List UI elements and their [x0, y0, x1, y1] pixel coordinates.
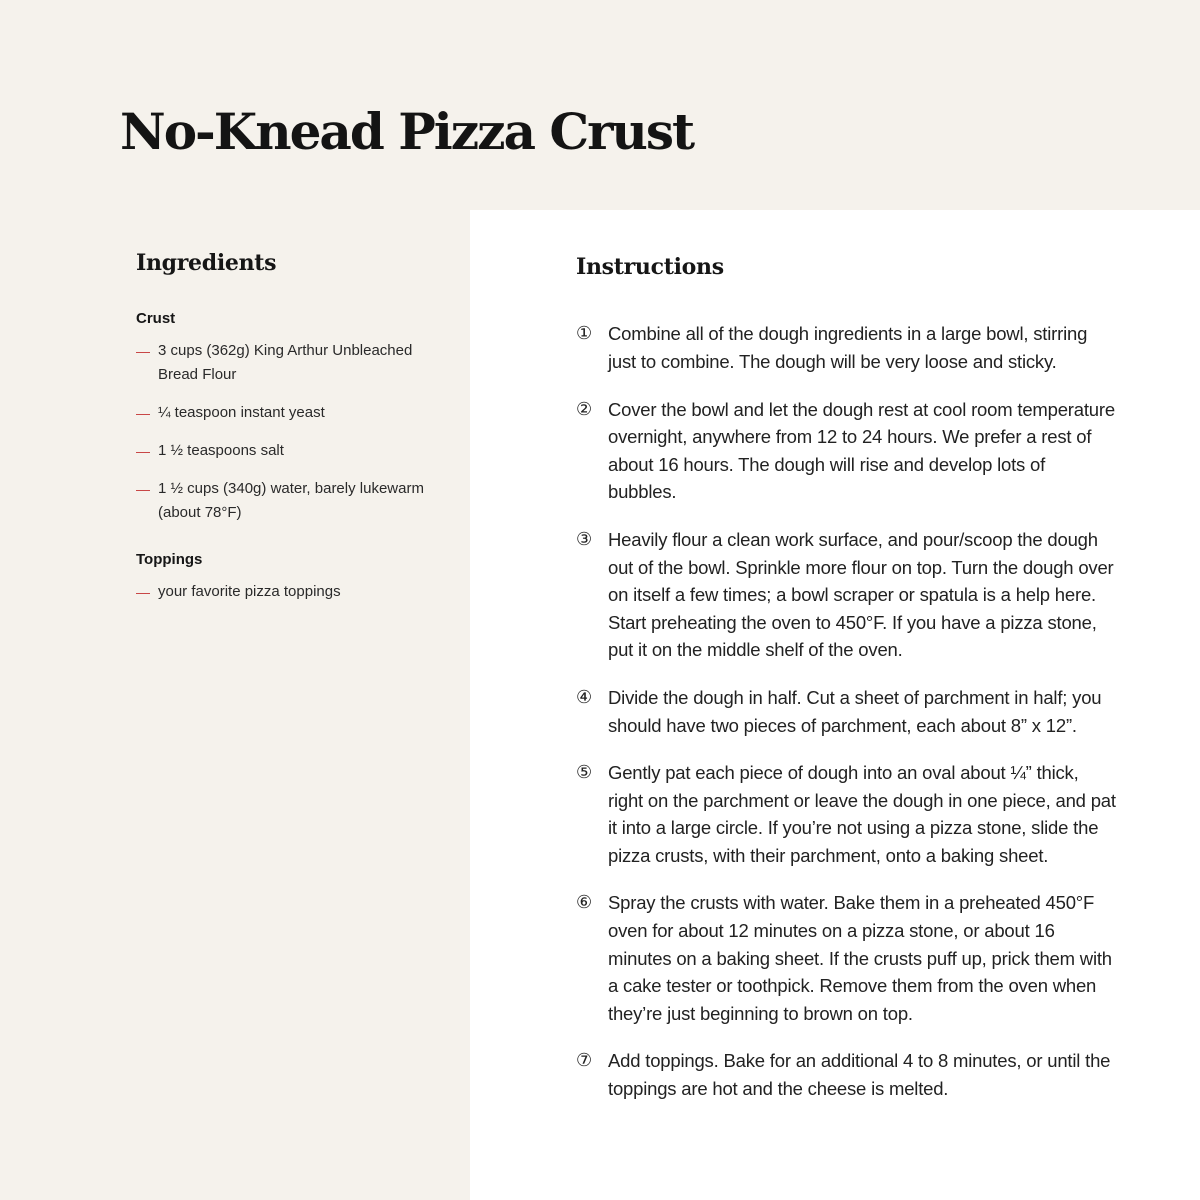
instruction-step — [576, 320, 1116, 375]
recipe-title: No-Knead Pizza Crust — [120, 102, 694, 161]
instructions-section — [576, 254, 1116, 1123]
step-number: ⑦ — [576, 1050, 592, 1072]
bullet-dash: — — [136, 481, 150, 498]
ingredient-item — [136, 401, 436, 425]
ingredient-item — [136, 580, 436, 604]
ingredient-item — [136, 339, 436, 387]
step-text: Heavily flour a clean work surface, and pour/scoop the dough out of the bowl. Sprinkle more flour on top. Turn the dough over on itself a few times; a bowl scraper or spatula is a help here. Start preheating the oven to 450°F. If you have a pizza stone, put it on the middle shelf of the oven. — [608, 528, 1114, 661]
instruction-steps — [576, 320, 1116, 1102]
step-text: Spray the crusts with water. Bake them in a preheated 450°F oven for about 12 minutes on a pizza stone, or about 16 minutes on a baking sheet. If the crusts puff up, prick them with a cake tester or toothpick. Remove them from the oven when they’re just beginning to brown on top. — [608, 892, 1112, 1024]
ingredient-list-crust — [136, 339, 436, 525]
instruction-step — [576, 759, 1116, 869]
instruction-step — [576, 396, 1116, 506]
step-number: ③ — [576, 528, 592, 550]
step-text: Cover the bowl and let the dough rest at cool room temperature overnight, anywhere from 12 to 24 hours. We prefer a rest of about 16 hours. The dough will rise and develop lots of bubbles. — [608, 398, 1115, 503]
instruction-step — [576, 889, 1116, 1027]
step-number: ② — [576, 398, 592, 420]
step-number: ⑥ — [576, 892, 592, 914]
instructions-heading: Instructions — [576, 254, 724, 280]
ingredient-group-title-crust: Crust — [136, 310, 176, 328]
step-number: ⑤ — [576, 762, 592, 784]
step-text: Combine all of the dough ingredients in a large bowl, stirring just to combine. The dough will be very loose and sticky. — [608, 323, 1088, 372]
ingredient-text: your favorite pizza toppings — [158, 583, 341, 601]
ingredient-text: 1 ½ cups (340g) water, barely lukewarm (about 78°F) — [158, 480, 424, 522]
step-number: ① — [576, 323, 592, 345]
step-number: ④ — [576, 686, 592, 708]
instruction-step — [576, 526, 1116, 664]
ingredient-item — [136, 477, 436, 525]
bullet-dash: — — [136, 584, 150, 601]
step-text: Add toppings. Bake for an additional 4 to 8 minutes, or until the toppings are hot and the cheese is melted. — [608, 1050, 1111, 1100]
ingredient-text: 1 ½ teaspoons salt — [158, 442, 284, 460]
bullet-dash: — — [136, 343, 150, 360]
bullet-dash: — — [136, 443, 150, 460]
ingredient-group-title-toppings: Toppings — [136, 551, 203, 569]
ingredients-heading: Ingredients — [136, 250, 277, 276]
ingredient-item — [136, 439, 436, 463]
ingredient-text: ¼ teaspoon instant yeast — [158, 404, 325, 422]
ingredients-section — [136, 250, 436, 618]
ingredient-list-toppings — [136, 580, 436, 604]
step-text: Divide the dough in half. Cut a sheet of parchment in half; you should have two pieces of parchment, each about 8” x 12”. — [608, 686, 1102, 736]
instruction-step — [576, 684, 1116, 739]
ingredient-text: 3 cups (362g) King Arthur Unbleached Bread Flour — [158, 342, 413, 384]
instruction-step — [576, 1047, 1116, 1102]
bullet-dash: — — [136, 405, 150, 422]
step-text: Gently pat each piece of dough into an oval about ¼” thick, right on the parchment or leave the dough in one piece, and pat it into a large circle. If you’re not using a pizza stone, slide the pizza crusts, with their parchment, onto a baking sheet. — [608, 762, 1116, 866]
